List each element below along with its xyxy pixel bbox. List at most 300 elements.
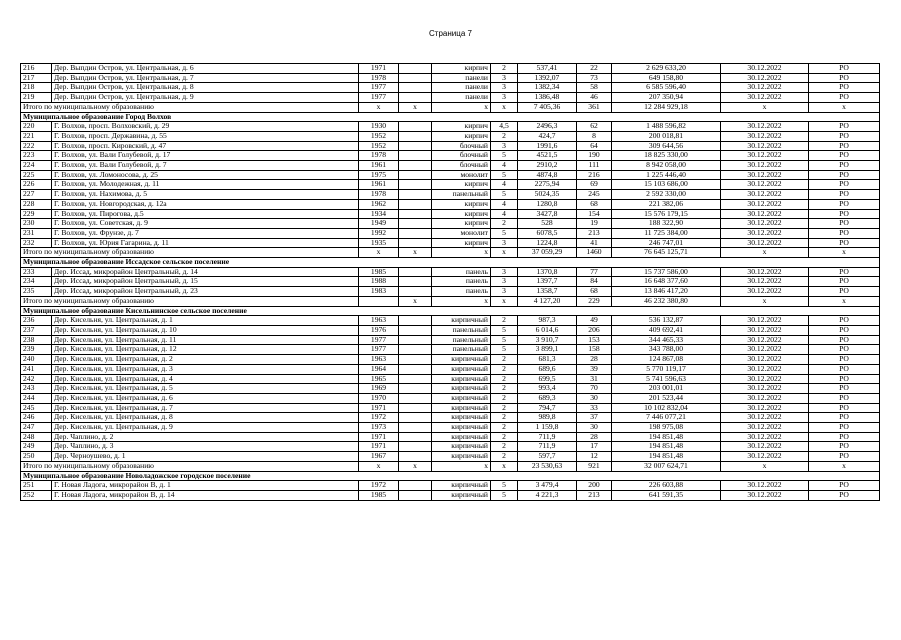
floors-cell: 2 [491,452,518,462]
year-cell: 1978 [359,190,399,200]
residents-cell: 58 [577,83,612,93]
table-row [21,267,880,277]
total-area-cell: 23 530,63 [518,461,577,471]
deadline-cell: 30.12.2022 [721,403,809,413]
year-cell: 1935 [359,238,399,248]
method-cell: РО [809,131,880,141]
address-cell: Дер. Кисельня, ул. Центральная, д. 6 [52,393,359,403]
deadline-cell: 30.12.2022 [721,287,809,297]
floors-cell: 4 [491,199,518,209]
year-cell: 1985 [359,267,399,277]
address-cell: Г. Волхов, ул. Советская, д. 9 [52,219,359,229]
area-cell: 989,8 [518,413,577,423]
row-number-cell: 231 [21,228,52,238]
extra-cell [399,403,432,413]
residents-cell: 69 [577,180,612,190]
extra-cell [399,364,432,374]
table-row [21,355,880,365]
row-number-cell: 224 [21,161,52,171]
deadline-cell: 30.12.2022 [721,122,809,132]
deadline-cell: 30.12.2022 [721,161,809,171]
wall-material-cell: панельный [432,325,491,335]
area-cell: 1224,8 [518,238,577,248]
address-cell: Г. Волхов, ул. Ломоносова, д. 25 [52,170,359,180]
table-body [21,64,880,501]
address-cell: Дер. Кисельня, ул. Центральная, д. 4 [52,374,359,384]
residents-cell: 30 [577,423,612,433]
extra-cell [399,287,432,297]
method-cell: РО [809,267,880,277]
method-cell: РО [809,64,880,74]
floors-cell: 5 [491,170,518,180]
cost-cell: 649 158,80 [612,73,721,83]
extra-cell [399,180,432,190]
wall-material-cell: кирпичный [432,374,491,384]
table-row [21,364,880,374]
residents-cell: 213 [577,228,612,238]
residents-cell: 200 [577,481,612,491]
floors-cell: 2 [491,423,518,433]
total-wall-material-cell: х [432,296,491,306]
residents-cell: 213 [577,490,612,500]
table-row [21,423,880,433]
address-cell: Г. Новая Ладога, микрорайон В, д. 14 [52,490,359,500]
extra-cell [399,122,432,132]
table-row [21,141,880,151]
address-cell: Дер. Иссад, микрорайон Центральный, д. 23 [52,287,359,297]
extra-cell [399,267,432,277]
row-number-cell: 236 [21,316,52,326]
deadline-cell: 30.12.2022 [721,180,809,190]
residents-cell: 68 [577,199,612,209]
address-cell: Дер. Кисельня, ул. Центральная, д. 9 [52,423,359,433]
year-cell: 1967 [359,452,399,462]
address-cell: Г. Волхов, ул. Молодежная, д. 11 [52,180,359,190]
cost-cell: 15 576 179,15 [612,209,721,219]
housing-register-table [20,63,880,501]
table-row [21,277,880,287]
area-cell: 1280,8 [518,199,577,209]
area-cell: 987,3 [518,316,577,326]
deadline-cell: 30.12.2022 [721,267,809,277]
method-cell: РО [809,403,880,413]
address-cell: Г. Волхов, ул. Вали Голубевой, д. 7 [52,161,359,171]
wall-material-cell: блочный [432,161,491,171]
wall-material-cell: кирпич [432,131,491,141]
method-cell: РО [809,228,880,238]
address-cell: Г. Новая Ладога, микрорайон В, д. 1 [52,481,359,491]
deadline-cell: 30.12.2022 [721,199,809,209]
table-row [21,93,880,103]
extra-cell [399,190,432,200]
area-cell: 2910,2 [518,161,577,171]
cost-cell: 16 648 377,60 [612,277,721,287]
total-wall-material-cell: х [432,248,491,258]
floors-cell: 3 [491,238,518,248]
extra-cell [399,131,432,141]
area-cell: 711,9 [518,432,577,442]
table-row [21,64,880,74]
row-number-cell: 223 [21,151,52,161]
area-cell: 3 479,4 [518,481,577,491]
cost-cell: 5 770 119,17 [612,364,721,374]
floors-cell: 3 [491,93,518,103]
row-number-cell: 242 [21,374,52,384]
area-cell: 1358,7 [518,287,577,297]
extra-cell [399,219,432,229]
method-cell: РО [809,219,880,229]
residents-cell: 17 [577,442,612,452]
extra-cell [399,161,432,171]
area-cell: 1370,8 [518,267,577,277]
table-row [21,122,880,132]
table-row [21,452,880,462]
residents-cell: 19 [577,219,612,229]
cost-cell: 536 132,87 [612,316,721,326]
total-extra-cell: х [399,461,432,471]
total-wall-material-cell: х [432,102,491,112]
year-cell: 1978 [359,151,399,161]
year-cell: 1961 [359,180,399,190]
row-number-cell: 244 [21,393,52,403]
deadline-cell: 30.12.2022 [721,83,809,93]
area-cell: 681,3 [518,355,577,365]
residents-cell: 77 [577,267,612,277]
floors-cell: 5 [491,325,518,335]
area-cell: 711,9 [518,442,577,452]
total-cost-cell: 46 232 380,80 [612,296,721,306]
floors-cell: 2 [491,355,518,365]
wall-material-cell: кирпичный [432,316,491,326]
year-cell: 1952 [359,131,399,141]
year-cell: 1963 [359,316,399,326]
cost-cell: 194 851,48 [612,432,721,442]
table-row [21,316,880,326]
year-cell: 1965 [359,374,399,384]
total-area-cell: 37 059,29 [518,248,577,258]
extra-cell [399,393,432,403]
total-method-cell: х [809,248,880,258]
method-cell: РО [809,432,880,442]
method-cell: РО [809,199,880,209]
deadline-cell: 30.12.2022 [721,355,809,365]
row-number-cell: 222 [21,141,52,151]
cost-cell: 343 788,00 [612,345,721,355]
section-title: Муниципальное образование Город Волхов [21,112,880,122]
table-row [21,190,880,200]
floors-cell: 2 [491,364,518,374]
extra-cell [399,335,432,345]
total-extra-cell: х [399,102,432,112]
row-number-cell: 221 [21,131,52,141]
table-row [21,403,880,413]
deadline-cell: 30.12.2022 [721,131,809,141]
deadline-cell: 30.12.2022 [721,393,809,403]
method-cell: РО [809,384,880,394]
method-cell: РО [809,316,880,326]
wall-material-cell: кирпичный [432,490,491,500]
extra-cell [399,384,432,394]
address-cell: Дер. Кисельня, ул. Центральная, д. 8 [52,413,359,423]
wall-material-cell: кирпичный [432,481,491,491]
wall-material-cell: кирпич [432,180,491,190]
method-cell: РО [809,277,880,287]
extra-cell [399,490,432,500]
deadline-cell: 30.12.2022 [721,384,809,394]
row-number-cell: 216 [21,64,52,74]
section-header-row [21,471,880,481]
table-row [21,73,880,83]
table-row [21,131,880,141]
deadline-cell: 30.12.2022 [721,374,809,384]
wall-material-cell: панель [432,287,491,297]
row-number-cell: 218 [21,83,52,93]
page-title: Страница 7 [429,29,472,38]
wall-material-cell: панели [432,73,491,83]
residents-cell: 64 [577,141,612,151]
year-cell: 1972 [359,481,399,491]
deadline-cell: 30.12.2022 [721,209,809,219]
area-cell: 424,7 [518,131,577,141]
deadline-cell: 30.12.2022 [721,219,809,229]
floors-cell: 3 [491,277,518,287]
address-cell: Дер. Кисельня, ул. Центральная, д. 7 [52,403,359,413]
extra-cell [399,209,432,219]
address-cell: Г. Волхов, ул. Вали Голубевой, д. 17 [52,151,359,161]
wall-material-cell: панель [432,267,491,277]
extra-cell [399,238,432,248]
address-cell: Дер. Кисельня, ул. Центральная, д. 1 [52,316,359,326]
deadline-cell: 30.12.2022 [721,151,809,161]
wall-material-cell: панельный [432,335,491,345]
table-row [21,374,880,384]
year-cell: 1973 [359,423,399,433]
cost-cell: 344 465,33 [612,335,721,345]
residents-cell: 46 [577,93,612,103]
year-cell: 1969 [359,384,399,394]
year-cell: 1971 [359,432,399,442]
address-cell: Дер. Кисельня, ул. Центральная, д. 3 [52,364,359,374]
row-number-cell: 226 [21,180,52,190]
total-residents-cell: 921 [577,461,612,471]
method-cell: РО [809,325,880,335]
deadline-cell: 30.12.2022 [721,481,809,491]
year-cell: 1952 [359,141,399,151]
deadline-cell: 30.12.2022 [721,238,809,248]
wall-material-cell: кирпичный [432,403,491,413]
cost-cell: 1 488 596,82 [612,122,721,132]
row-number-cell: 220 [21,122,52,132]
method-cell: РО [809,141,880,151]
wall-material-cell: панели [432,83,491,93]
wall-material-cell: кирпичный [432,364,491,374]
row-number-cell: 232 [21,238,52,248]
cost-cell: 124 867,08 [612,355,721,365]
wall-material-cell: панель [432,277,491,287]
total-deadline-cell: х [721,248,809,258]
residents-cell: 28 [577,355,612,365]
wall-material-cell: кирпичный [432,432,491,442]
deadline-cell: 30.12.2022 [721,93,809,103]
floors-cell: 2 [491,64,518,74]
residents-cell: 22 [577,64,612,74]
area-cell: 6078,5 [518,228,577,238]
table-row [21,442,880,452]
area-cell: 1382,34 [518,83,577,93]
address-cell: Дер. Выпдин Остров, ул. Центральная, д. 7 [52,73,359,83]
table-row [21,481,880,491]
cost-cell: 6 585 596,40 [612,83,721,93]
area-cell: 699,5 [518,374,577,384]
year-cell: 1977 [359,345,399,355]
method-cell: РО [809,190,880,200]
row-number-cell: 246 [21,413,52,423]
deadline-cell: 30.12.2022 [721,442,809,452]
extra-cell [399,170,432,180]
address-cell: Дер. Кисельня, ул. Центральная, д. 2 [52,355,359,365]
extra-cell [399,345,432,355]
total-floors-cell: х [491,248,518,258]
extra-cell [399,199,432,209]
wall-material-cell: блочный [432,141,491,151]
area-cell: 597,7 [518,452,577,462]
table-row [21,180,880,190]
area-cell: 537,41 [518,64,577,74]
total-cost-cell: 32 007 624,71 [612,461,721,471]
row-number-cell: 252 [21,490,52,500]
method-cell: РО [809,170,880,180]
residents-cell: 206 [577,325,612,335]
wall-material-cell: монолит [432,170,491,180]
cost-cell: 409 692,41 [612,325,721,335]
wall-material-cell: блочный [432,151,491,161]
deadline-cell: 30.12.2022 [721,64,809,74]
deadline-cell: 30.12.2022 [721,413,809,423]
total-method-cell: х [809,102,880,112]
deadline-cell: 30.12.2022 [721,316,809,326]
row-number-cell: 237 [21,325,52,335]
floors-cell: 3 [491,83,518,93]
wall-material-cell: кирпичный [432,393,491,403]
floors-cell: 2 [491,384,518,394]
method-cell: РО [809,355,880,365]
address-cell: Г. Волхов, ул. Фрунзе, д. 7 [52,228,359,238]
area-cell: 528 [518,219,577,229]
table-row [21,151,880,161]
floors-cell: 5 [491,481,518,491]
total-wall-material-cell: х [432,461,491,471]
cost-cell: 8 942 058,00 [612,161,721,171]
extra-cell [399,432,432,442]
residents-cell: 41 [577,238,612,248]
row-number-cell: 235 [21,287,52,297]
cost-cell: 203 001,01 [612,384,721,394]
floors-cell: 2 [491,219,518,229]
residents-cell: 39 [577,364,612,374]
address-cell: Дер. Кисельня, ул. Центральная, д. 10 [52,325,359,335]
wall-material-cell: кирпичный [432,423,491,433]
row-number-cell: 225 [21,170,52,180]
deadline-cell: 30.12.2022 [721,364,809,374]
row-number-cell: 241 [21,364,52,374]
year-cell: 1977 [359,335,399,345]
extra-cell [399,151,432,161]
total-method-cell: х [809,296,880,306]
floors-cell: 5 [491,228,518,238]
year-cell: 1971 [359,442,399,452]
deadline-cell: 30.12.2022 [721,277,809,287]
cost-cell: 15 737 586,00 [612,267,721,277]
table-row [21,238,880,248]
floors-cell: 4 [491,180,518,190]
floors-cell: 2 [491,393,518,403]
year-cell: 1930 [359,122,399,132]
section-header-row [21,306,880,316]
table-row [21,413,880,423]
cost-cell: 15 103 686,00 [612,180,721,190]
total-row [21,102,880,112]
method-cell: РО [809,151,880,161]
total-residents-cell: 361 [577,102,612,112]
year-cell: 1934 [359,209,399,219]
address-cell: Дер. Иссад, микрорайон Центральный, д. 14 [52,267,359,277]
row-number-cell: 250 [21,452,52,462]
extra-cell [399,452,432,462]
wall-material-cell: панельный [432,190,491,200]
residents-cell: 8 [577,131,612,141]
deadline-cell: 30.12.2022 [721,490,809,500]
address-cell: Г. Волхов, ул. Нахимова, д. 5 [52,190,359,200]
residents-cell: 68 [577,287,612,297]
total-residents-cell: 229 [577,296,612,306]
residents-cell: 111 [577,161,612,171]
total-label: Итого по муниципальному образованию [21,102,359,112]
total-deadline-cell: х [721,296,809,306]
table-row [21,393,880,403]
address-cell: Дер. Чаплино, д. 2 [52,432,359,442]
area-cell: 3427,8 [518,209,577,219]
address-cell: Дер. Черноушево, д. 1 [52,452,359,462]
floors-cell: 2 [491,316,518,326]
address-cell: Г. Волхов, просп. Державина, д. 55 [52,131,359,141]
address-cell: Дер. Чаплино, д. 3 [52,442,359,452]
year-cell: 1977 [359,93,399,103]
year-cell: 1970 [359,393,399,403]
wall-material-cell: кирпич [432,64,491,74]
deadline-cell: 30.12.2022 [721,432,809,442]
row-number-cell: 238 [21,335,52,345]
residents-cell: 28 [577,432,612,442]
area-cell: 6 014,6 [518,325,577,335]
method-cell: РО [809,83,880,93]
floors-cell: 5 [491,335,518,345]
floors-cell: 2 [491,374,518,384]
cost-cell: 198 975,08 [612,423,721,433]
year-cell: 1949 [359,219,399,229]
address-cell: Дер. Кисельня, ул. Центральная, д. 11 [52,335,359,345]
row-number-cell: 228 [21,199,52,209]
table-row [21,209,880,219]
cost-cell: 188 322,90 [612,219,721,229]
floors-cell: 4 [491,161,518,171]
address-cell: Г. Волхов, просп. Кировский, д. 47 [52,141,359,151]
residents-cell: 245 [577,190,612,200]
deadline-cell: 30.12.2022 [721,325,809,335]
wall-material-cell: кирпичный [432,355,491,365]
extra-cell [399,141,432,151]
method-cell: РО [809,238,880,248]
wall-material-cell: панели [432,93,491,103]
